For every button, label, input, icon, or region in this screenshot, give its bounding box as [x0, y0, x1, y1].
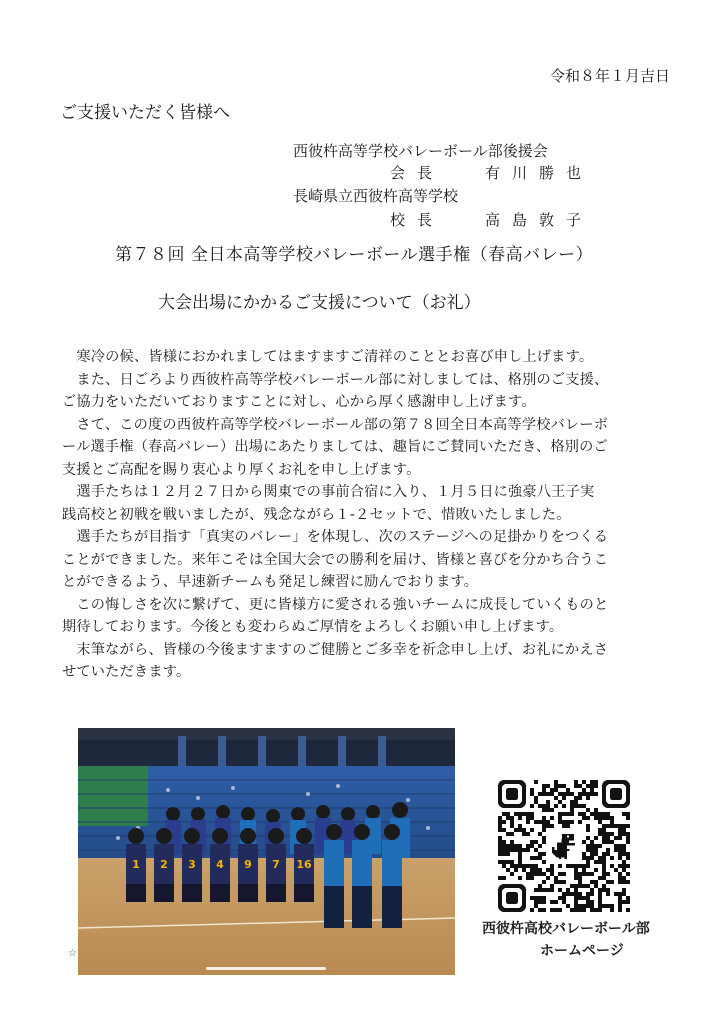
- date: 令和８年１月吉日: [549, 67, 670, 85]
- body-line: 末筆ながら、皆様の今後ますますのご健勝とご多幸を祈念申し上げ、お礼にかえさ: [62, 641, 609, 658]
- body-line: とができるよう、早速新チームも発足し練習に励んでおります。: [62, 574, 479, 590]
- qr-caption-homepage: ホームページ: [540, 943, 624, 959]
- body-line: 寒冷の候、皆様におかれましてはますますご清祥のこととお喜び申し上げます。: [62, 349, 594, 365]
- dinosaur-icon: [548, 830, 580, 862]
- body-line: 選手たちは１２月２７日から関東での事前合宿に入り、１月５日に強豪八王子実: [62, 484, 595, 500]
- body-line: 践高校と初戦を戦いましたが、残念ながら１-２セットで、惜敗いたしました。: [62, 506, 571, 523]
- sender-name-2: 高島敦子: [485, 211, 594, 229]
- jersey-number: 1: [132, 858, 140, 871]
- body-line: さて、この度の西彼杵高等学校バレーボール部の第７８回全日本高等学校バレーボ: [62, 416, 609, 433]
- greeting: ご支援いただく皆様へ: [60, 103, 230, 123]
- body-line: ことができました。来年こそは全国大会での勝利を届け、皆様と喜びを分かち合うこ: [62, 551, 609, 568]
- qr-caption: 西彼杵高校バレーボール部: [482, 921, 650, 937]
- jersey-number: 9: [244, 858, 252, 871]
- body-line: また、日ごろより西彼杵高等学校バレーボール部に対しましては、格別のご支援、: [62, 371, 609, 388]
- body-line: 支援とご高配を賜り衷心より厚くお礼を申し上げます。: [62, 461, 421, 478]
- sender-role-2: 校長: [390, 211, 445, 229]
- footnote-star: ☆: [68, 948, 77, 959]
- jersey-number: 4: [216, 858, 224, 871]
- document-title: 第７８回 全日本高等学校バレーボール選手権（春高バレー）: [115, 245, 594, 265]
- body-line: 期待しております。今後とも変わらぬご厚情をよろしくお願い申し上げます。: [62, 619, 564, 635]
- sender-org-1: 西彼杵高等学校バレーボール部後援会: [293, 142, 548, 160]
- document-subtitle: 大会出場にかかるご支援について（お礼）: [158, 293, 481, 313]
- sender-name-1: 有川勝也: [485, 164, 594, 182]
- body-line: せていただきます。: [62, 664, 191, 680]
- letter-body: [62, 346, 682, 684]
- body-line: この悔しさを次に繋げて、更に皆様方に愛される強いチームに成長していくものと: [62, 596, 609, 613]
- sender-role-1: 会長: [390, 164, 445, 182]
- jersey-number: 3: [188, 858, 196, 871]
- body-line: ール選手権（春高バレー）出場にあたりましては、趣旨にご賛同いただき、格別のご: [62, 439, 608, 455]
- body-line: 選手たちが目指す「真実のバレー」を体現し、次のステージへの足掛かりをつくる: [62, 529, 609, 545]
- jersey-number: 7: [272, 858, 280, 871]
- body-line: ご協力をいただいておりますことに対し、心から厚く感謝申し上げます。: [62, 394, 536, 410]
- team-photo: [78, 728, 455, 975]
- jersey-number: 16: [296, 858, 312, 871]
- jersey-number: 2: [160, 858, 168, 871]
- sender-org-2: 長崎県立西彼杵高等学校: [293, 187, 459, 205]
- qr-code[interactable]: [498, 780, 630, 912]
